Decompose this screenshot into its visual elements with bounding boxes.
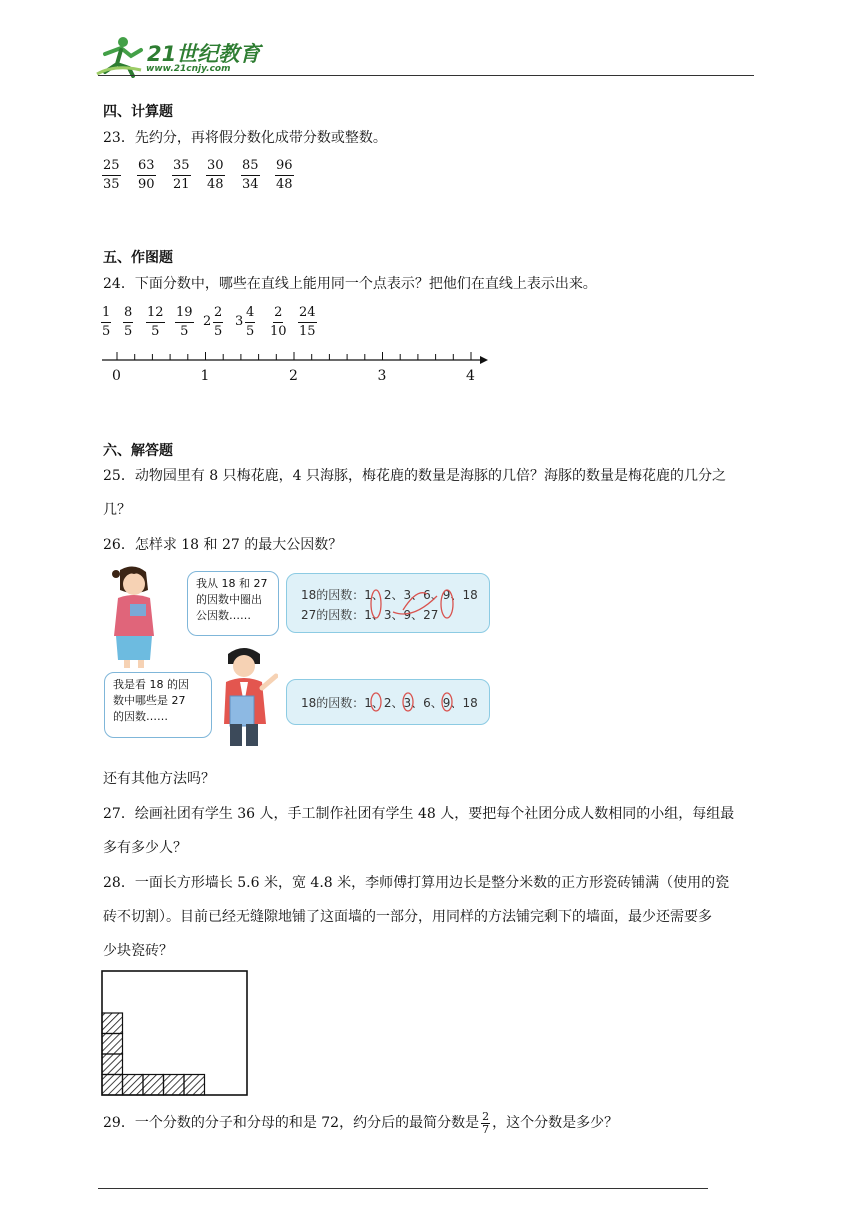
tick-label-1: 1	[200, 368, 210, 384]
question-27-line1: 27．绘画社团有学生 36 人，手工制作社团有学生 48 人，要把每个社团分成人数相同的小组，每组最	[103, 806, 735, 822]
mixed-number-integer: 2	[203, 314, 212, 329]
fraction-3-4-5: $\frac{4}{5}$	[246, 305, 255, 339]
question-27-line2: 多有多少人？	[103, 840, 187, 856]
section-title-answer: 六、解答题	[103, 443, 173, 459]
question-24-text: 24．下面分数中，哪些在直线上能用同一个点表示？把他们在直线上表示出来。	[103, 276, 597, 292]
logo-text: 21世纪教育	[147, 42, 261, 66]
question-28-line1: 28．一面长方形墙长 5.6 米，宽 4.8 米，李师傅打算用边长是整分米数的正方形瓷砖铺满（使用的瓷	[103, 875, 730, 891]
simplest-fraction: $\frac{2}{7}$	[482, 1109, 490, 1136]
fraction-12-5: $\frac{12}{5}$	[147, 305, 164, 339]
mixed-number-integer: 3	[235, 314, 244, 329]
fraction-2-10: $\frac{2}{10}$	[270, 305, 287, 339]
factor-list-27: 27的因数：1、3、9、27	[301, 608, 439, 622]
fraction-85-34: $\frac{85}{34}$	[242, 158, 259, 192]
girl-speech-bubble: 我从 18 和 27 的因数中圈出 公因数……	[187, 571, 279, 636]
fraction-24-15: $\frac{24}{15}$	[299, 305, 316, 339]
factor-list-18-second: 18的因数：1、2、3、6、9、18	[301, 696, 478, 710]
question-28-line2: 砖不切割）。目前已经无缝隙地铺了这面墙的一部分，用同样的方法铺完剩下的墙面，最少还需要多	[103, 909, 712, 925]
question-28-line3: 少块瓷砖？	[103, 943, 173, 959]
factor-circles-2	[287, 680, 489, 724]
fraction-25-35: $\frac{25}{35}$	[103, 158, 120, 192]
header-divider	[98, 75, 754, 76]
tick-label-2: 2	[289, 368, 298, 384]
boy-illustration	[214, 644, 278, 750]
tick-label-3: 3	[377, 368, 387, 384]
factor-box-1	[286, 573, 490, 633]
footer-divider	[98, 1188, 708, 1189]
tick-label-4: 4	[466, 368, 475, 384]
fraction-1-5: $\frac{1}{5}$	[102, 305, 111, 339]
factor-box-2	[286, 679, 490, 725]
wall-diagram	[100, 968, 250, 1098]
boy-speech-bubble: 我是看 18 的因 数中哪些是 27 的因数……	[104, 672, 212, 738]
tick-label-0: 0	[112, 368, 121, 384]
common-factor-circles	[287, 574, 489, 632]
section-title-draw: 五、作图题	[103, 250, 173, 266]
factor-list-18: 18的因数：1、2、3、6、9、18	[301, 588, 478, 602]
question-29-text-after: ，这个分数是多少？	[492, 1115, 619, 1131]
question-25-line2: 几？	[103, 502, 131, 518]
fraction-8-5: $\frac{8}{5}$	[124, 305, 133, 339]
fraction-2-2-5: $\frac{2}{5}$	[214, 305, 223, 339]
fraction-35-21: $\frac{35}{21}$	[173, 158, 190, 192]
logo-url: www.21cnjy.com	[146, 64, 231, 74]
question-29-text-before: 29．一个分数的分子和分母的和是 72，约分后的最简分数是	[103, 1115, 480, 1131]
question-23-text: 23．先约分，再将假分数化成带分数或整数。	[103, 130, 387, 146]
fraction-96-48: $\frac{96}{48}$	[276, 158, 293, 192]
section-title-calc: 四、计算题	[103, 104, 173, 120]
fraction-19-5: $\frac{19}{5}$	[176, 305, 193, 339]
number-line	[100, 350, 490, 370]
question-29	[103, 1106, 768, 1140]
question-25-line1: 25．动物园里有 8 只梅花鹿，4 只海豚，梅花鹿的数量是海豚的几倍？海豚的数量是梅花鹿的几分之	[103, 468, 726, 484]
question-26-followup: 还有其他方法吗？	[103, 771, 215, 787]
girl-illustration	[104, 564, 164, 668]
fraction-30-48: $\frac{30}{48}$	[207, 158, 224, 192]
question-26-text: 26．怎样求 18 和 27 的最大公因数？	[103, 537, 343, 553]
fraction-63-90: $\frac{63}{90}$	[138, 158, 155, 192]
